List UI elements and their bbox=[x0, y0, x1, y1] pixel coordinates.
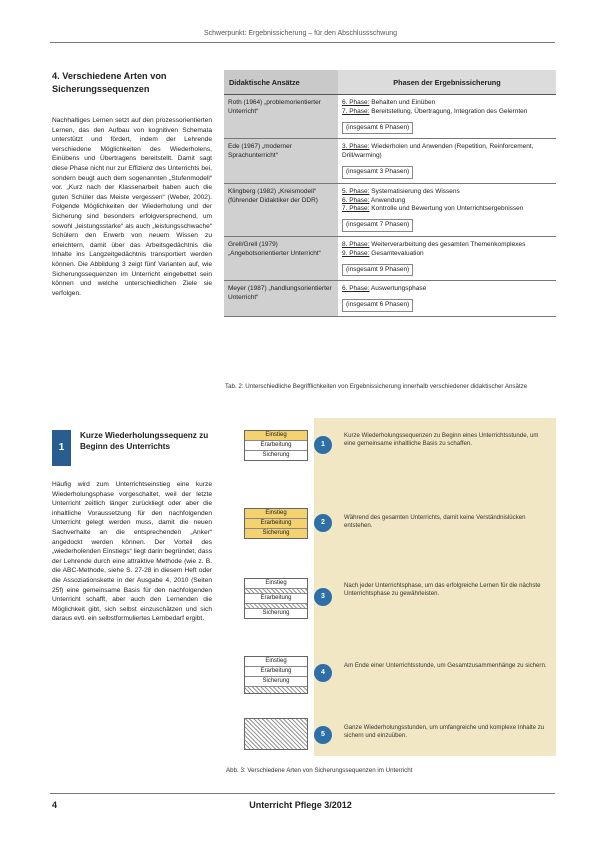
phase-text: Weiterverarbeitung des gesamten Themenkomplexes bbox=[371, 240, 526, 248]
phase-text: Bereitstellung, Übertragung, Integration des Gelernten bbox=[371, 107, 528, 115]
lesson-stack-4 bbox=[244, 656, 308, 694]
table-header-phases: Phasen der Ergebnissicherung bbox=[338, 70, 556, 95]
phase-line bbox=[342, 205, 552, 214]
phase-text: Gesamtevaluation bbox=[371, 249, 424, 257]
approach-cell: Roth (1964) „problemorientierter Unterricht“ bbox=[224, 95, 338, 139]
phase-einstieg: Einstieg bbox=[245, 657, 307, 667]
phase-einstieg: Einstieg bbox=[245, 579, 307, 589]
table-row bbox=[224, 139, 556, 183]
phase-label: 3. Phase: bbox=[342, 143, 370, 151]
phase-einstieg: Einstieg bbox=[245, 431, 307, 441]
phase-total: (insgesamt 6 Phasen) bbox=[342, 122, 413, 135]
phase-label: 7. Phase: bbox=[342, 205, 370, 213]
phase-label: 5. Phase: bbox=[342, 187, 370, 195]
phase-label: 6. Phase: bbox=[342, 196, 370, 204]
approach-cell: Grell/Grell (1979) „Angebotsorientierter Unterricht“ bbox=[224, 236, 338, 280]
figure-row-1 bbox=[226, 430, 556, 474]
phase-total: (insgesamt 6 Phasen) bbox=[342, 299, 413, 312]
sequence-figure bbox=[226, 418, 556, 756]
body-paragraph-2: Häufig wird zum Unterrichtseinstieg eine kurze Wiederholungsphase vorgeschaltet, weil der letzte Unterricht zeitlich länger zurückliegt oder aber die inhaltliche Voraussetzung für den nachfolgenden Unterricht gelegt werden muss, damit die neuen Sachverhalte an die entsprechenden „Anker“ angedockt werden können. Der Vorteil des „wiederholenden Einstiegs“ liegt darin begründet, dass der Lehrende durch eine attraktive Methode (wie z. B. die ABC-Methode, siehe S. 27-28 in diesem Heft oder die Assoziationskette in der Ausgabe 4, 2010 (Seiten 25f) eine gemeinsame Basis für den nachfolgenden Unterricht schafft, aber auch den Lernenden die Möglichkeit gibt, sich selbst einzuschätzen und sich daraus evtl. ein selbstformuliertes Lernbedarf ergibt. bbox=[52, 481, 212, 623]
subsection-title: Kurze Wiederholungssequenz zu Beginn des Unterrichts bbox=[80, 431, 209, 451]
body-paragraph-1: Nachhaltiges Lernen setzt auf den prozessorientierten Lernen, das den Aufbau von kognitiven Schemata unterstützt und fördert, indem der Lehrende verschiedene Möglichkeiten des Wiederholens, Einübens und Übertragens bereitstellt. Damit sagt diese Phase nicht nur zur Effizienz des Unterrichts bei, sondern beugt auch dem sogenannten „Stufenmodell“ vor. „Kurz nach der Klassenarbeit haben auch die guten Schüler das Meiste vergessen“ (Weber, 2002). Folgende Möglichkeiten der Wiederholung und der Sicherung sind besonders erfolgversprechend, um sowohl „leistungsstarke“ als auch „leistungsschwache“ Schülern den Erwerb von neuem Wissen zu erleichtern, damit über das Arbeitsgedächtnis die Inhalte ins Langzeitgedächtnis transportiert werden können. Die Abbildung 3 zeigt fünf Varianten auf, wie Sicherungssequenzen im Unterricht eingebettet sein können und welche unterschiedlichen Ziele sie verfolgen. bbox=[52, 117, 212, 297]
step-text-1: Kurze Wiederholungssequenzen zu Beginn eines Unterrichtsstunde, um eine gemeinsame inhaltliche Basis zu schaffen. bbox=[344, 432, 539, 448]
phase-erarbeitung: Erarbeitung bbox=[245, 667, 307, 677]
phase-sicherung: Sicherung bbox=[262, 610, 290, 616]
didactic-approaches-table bbox=[224, 70, 556, 317]
phase-total: (insgesamt 3 Phasen) bbox=[342, 166, 413, 179]
phase-text: Anwendung bbox=[370, 196, 406, 204]
header-rule bbox=[50, 42, 555, 43]
phase-line bbox=[342, 143, 552, 161]
phase-line bbox=[342, 250, 552, 259]
phases-cell bbox=[338, 183, 556, 236]
running-header: Schwerpunkt: Ergebnissicherung – für den Abschlussschwung bbox=[204, 30, 397, 37]
phase-erarbeitung: Erarbeitung bbox=[245, 594, 307, 604]
phase-sicherung: Sicherung bbox=[262, 452, 290, 458]
phase-text: Systematisierung des Wissens bbox=[371, 187, 460, 195]
footer-rule bbox=[50, 793, 555, 794]
table-caption: Tab. 2: Unterschiedliche Begrifflichkeiten von Ergebnissicherung innerhalb verschiedener didaktischer Ansätze bbox=[225, 383, 528, 390]
table-header-approaches: Didaktische Ansätze bbox=[224, 70, 338, 95]
step-text-2: Während des gesamten Unterrichts, damit keine Verständnislücken entstehen. bbox=[344, 514, 526, 530]
phase-text: Wiederholen und Anwenden (Repetition, Reinforcement, Drill/warming) bbox=[342, 143, 534, 160]
page-number: 4 bbox=[52, 800, 58, 810]
phase-line bbox=[342, 188, 552, 197]
phases-cell bbox=[338, 281, 556, 317]
phase-total: (insgesamt 7 Phasen) bbox=[342, 219, 413, 232]
lesson-stack-3 bbox=[244, 578, 308, 619]
table-row bbox=[224, 183, 556, 236]
table-row bbox=[224, 281, 556, 317]
phase-line bbox=[342, 241, 552, 250]
step-text-5: Ganze Wiederholungsstunden, um umfangreiche und komplexe Inhalte zu sichern und einzuüben. bbox=[344, 724, 545, 740]
phase-text: Behalten und Einüben bbox=[371, 99, 436, 106]
figure-row-5 bbox=[226, 718, 556, 762]
journal-footer: Unterricht Pflege 3/2012 bbox=[249, 800, 352, 810]
subsection-heading bbox=[52, 430, 214, 470]
step-text-3: Nach jeder Unterrichtsphase, um das erfolgreiche Lernen für die nächste Unterrichtsphase zu gewährleisten. bbox=[344, 582, 541, 598]
phases-cell bbox=[338, 139, 556, 183]
approach-cell: Meyer (1987) „handlungsorientierter Unterricht“ bbox=[224, 281, 338, 317]
phase-label: 8. Phase: bbox=[342, 240, 370, 248]
phase-total: (insgesamt 9 Phasen) bbox=[342, 264, 413, 277]
phases-cell bbox=[338, 236, 556, 280]
phase-line bbox=[342, 285, 552, 294]
phase-sicherung: Sicherung bbox=[245, 529, 307, 538]
step-number-2: 2 bbox=[314, 514, 332, 532]
subsection-number-badge: 1 bbox=[52, 430, 71, 466]
phase-erarbeitung: Erarbeitung bbox=[245, 441, 307, 451]
figure-row-2 bbox=[226, 508, 556, 552]
phase-line bbox=[342, 197, 552, 206]
step-number-5: 5 bbox=[314, 726, 332, 744]
phase-line bbox=[342, 108, 552, 117]
section-heading: 4. Verschiedene Arten von Sicherungssequenzen bbox=[52, 71, 167, 94]
step-number-1: 1 bbox=[314, 436, 332, 454]
phase-sicherung: Sicherung bbox=[245, 677, 307, 687]
phase-label: 6. Phase: bbox=[342, 285, 370, 293]
step-number-4: 4 bbox=[314, 664, 332, 682]
step-number-3: 3 bbox=[314, 588, 332, 606]
table-row bbox=[224, 236, 556, 280]
phase-text: Auswertungsphase bbox=[370, 285, 427, 293]
lesson-stack-2 bbox=[244, 508, 308, 539]
phase-label: 7. Phase: bbox=[342, 107, 370, 115]
phase-erarbeitung: Erarbeitung bbox=[245, 519, 307, 529]
phase-line bbox=[342, 99, 552, 108]
figure-caption: Abb. 3: Verschiedene Arten von Sicherungssequenzen im Unterricht bbox=[226, 767, 413, 774]
lesson-stack-1 bbox=[244, 430, 308, 461]
figure-row-4 bbox=[226, 656, 556, 700]
phase-label: 9. Phase: bbox=[342, 249, 370, 257]
sequence-marker bbox=[245, 687, 307, 693]
approach-cell: Ede (1967) „moderner Sprachunterricht“ bbox=[224, 139, 338, 183]
figure-row-3 bbox=[226, 578, 556, 622]
table-row bbox=[224, 95, 556, 139]
approach-cell: Klingberg (1982) „Kreismodell“ (führender Didaktiker der DDR) bbox=[224, 183, 338, 236]
phases-cell bbox=[338, 95, 556, 139]
step-text-4: Am Ende einer Unterrichtsstunde, um Gesamtzusammenhänge zu sichern. bbox=[344, 662, 547, 669]
phase-einstieg: Einstieg bbox=[245, 509, 307, 519]
phase-text: Kontrolle und Bewertung von Unterrichtsergebnissen bbox=[371, 205, 524, 213]
lesson-stack-5 bbox=[244, 718, 308, 750]
phase-label: 6. Phase: bbox=[342, 99, 370, 106]
